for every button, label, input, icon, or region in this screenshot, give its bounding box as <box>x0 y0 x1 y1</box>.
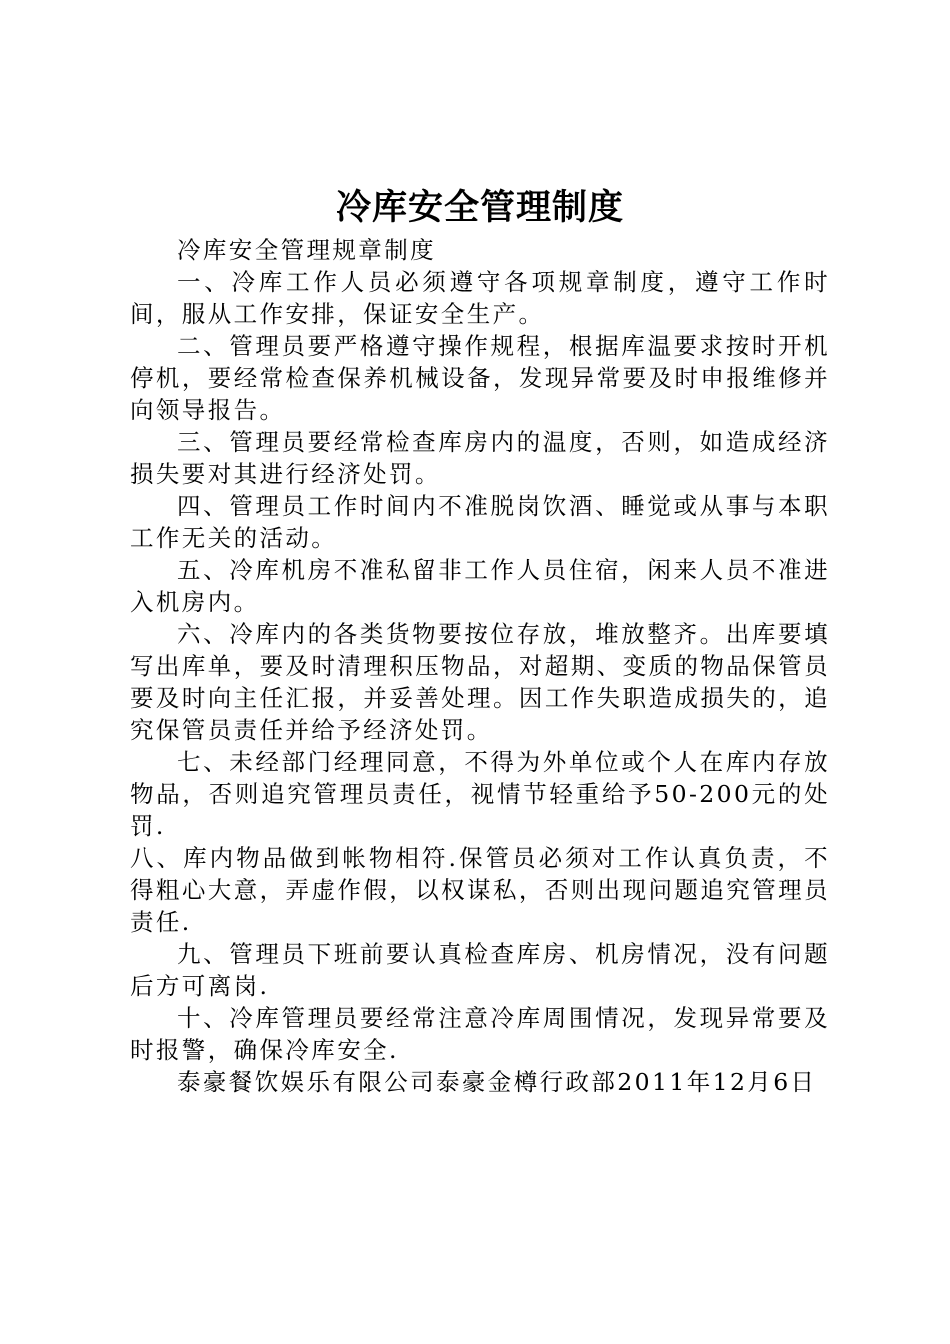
rule-paragraph-8: 八、库内物品做到帐物相符.保管员必须对工作认真负责，不得粗心大意，弄虚作假，以权谋私，否则出现问题追究管理员责任. <box>130 844 830 936</box>
rule-paragraph-3: 三、管理员要经常检查库房内的温度，否则，如造成经济损失要对其进行经济处罚。 <box>130 428 830 488</box>
document-subtitle: 冷库安全管理规章制度 <box>177 236 436 264</box>
document-title: 冷库安全管理制度 <box>335 187 624 228</box>
rule-paragraph-6: 六、冷库内的各类货物要按位存放，堆放整齐。出库要填写出库单，要及时清理积压物品，对超期、变质的物品保管员要及时向主任汇报，并妥善处理。因工作失职造成损失的，追究保管员责任并给予经济处罚。 <box>130 620 830 744</box>
rule-paragraph-4: 四、管理员工作时间内不准脱岗饮酒、睡觉或从事与本职工作无关的活动。 <box>130 492 830 552</box>
rule-paragraph-2: 二、管理员要严格遵守操作规程，根据库温要求按时开机停机，要经常检查保养机械设备，发现异常要及时申报维修并向领导报告。 <box>130 332 830 424</box>
rule-paragraph-10: 十、冷库管理员要经常注意冷库周围情况，发现异常要及时报警，确保冷库安全. <box>130 1004 830 1064</box>
rule-paragraph-7: 七、未经部门经理同意，不得为外单位或个人在库内存放物品，否则追究管理员责任，视情节轻重给予50-200元的处罚. <box>130 748 830 840</box>
rule-paragraph-9: 九、管理员下班前要认真检查库房、机房情况，没有问题后方可离岗. <box>130 940 830 1000</box>
document-signature: 泰豪餐饮娱乐有限公司泰豪金樽行政部2011年12月6日 <box>177 1068 817 1096</box>
rule-paragraph-5: 五、冷库机房不准私留非工作人员住宿，闲来人员不准进入机房内。 <box>130 556 830 616</box>
document-page <box>130 186 830 1098</box>
rule-paragraph-1: 一、冷库工作人员必须遵守各项规章制度，遵守工作时间，服从工作安排，保证安全生产。 <box>130 268 830 328</box>
